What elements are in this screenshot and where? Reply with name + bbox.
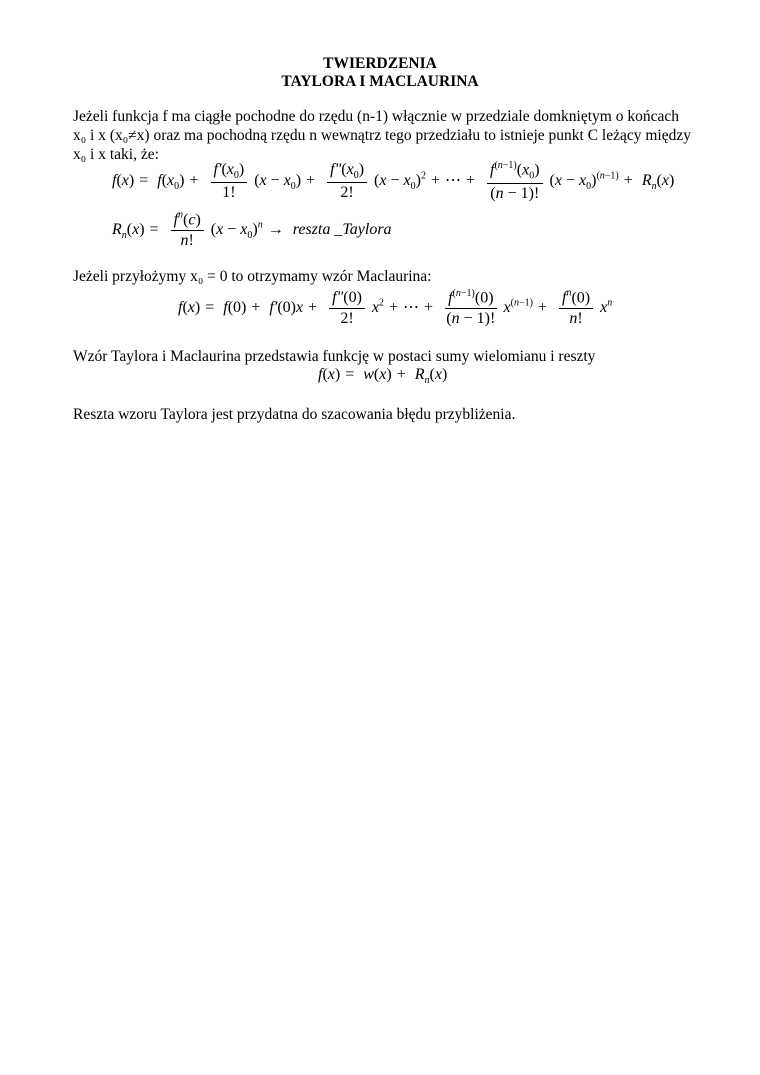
maclaurin-formula: f(x) = f(0) + f′(0)x + $\frac{f''(0)}{2!}$ $x^2$ + ⋯ + $\frac{f^{(n-1)}(0)}{(n - 1)!}$ $x^{(n-1)}$ + $\frac{f^n(0)}{n!}$ $x^n$ <box>178 288 613 328</box>
intro-line-1: Jeżeli funkcja f ma ciągłe pochodne do rzędu (n-1) włącznie w przedziale domkniętym o końcach <box>73 108 679 125</box>
remainder-paragraph: Reszta wzoru Taylora jest przydatna do szacowania błędu przybliżenia. <box>73 406 516 423</box>
intro-paragraph <box>73 107 693 164</box>
remainder-label: reszta _Taylora <box>292 220 392 238</box>
maclaurin-paragraph: Jeżeli przyłożymy x₀ = 0 to otrzymamy wzór Maclaurina: <box>73 268 432 285</box>
title-line-1: TWIERDZENIA <box>323 55 437 72</box>
taylor-formula: $f(x) = f(x_0)$ + $\frac{f'(x_0)}{1!}$ $(x - x_0)$ + $\frac{f''(x_0)}{2!}$ $(x - x_0)^2$ + ⋯ + $\frac{f^{(n-1)}(x_0)}{(n - 1)!}$ $(x - x_0)^{(n-1)} + R_n(x)$ <box>112 160 675 202</box>
remainder-formula: $R_n(x)$ = $\frac{f^n(c)}{n!}$ $(x - x_0)^n$ → reszta _Taylora <box>112 210 392 250</box>
intro-line-2: x₀ i x (x₀≠x) oraz ma pochodną rzędu n wewnątrz tego przedziału to istnieje punkt C leżący między <box>73 127 691 144</box>
intro-line-3: x₀ i x taki, że: <box>73 146 159 163</box>
sum-paragraph: Wzór Taylora i Maclaurina przedstawia funkcję w postaci sumy wielomianu i reszty <box>73 348 596 365</box>
title-line-2: TAYLORA I MACLAURINA <box>281 73 479 90</box>
sum-formula: $f(x) = w(x) + R_n(x)$ <box>318 366 448 387</box>
